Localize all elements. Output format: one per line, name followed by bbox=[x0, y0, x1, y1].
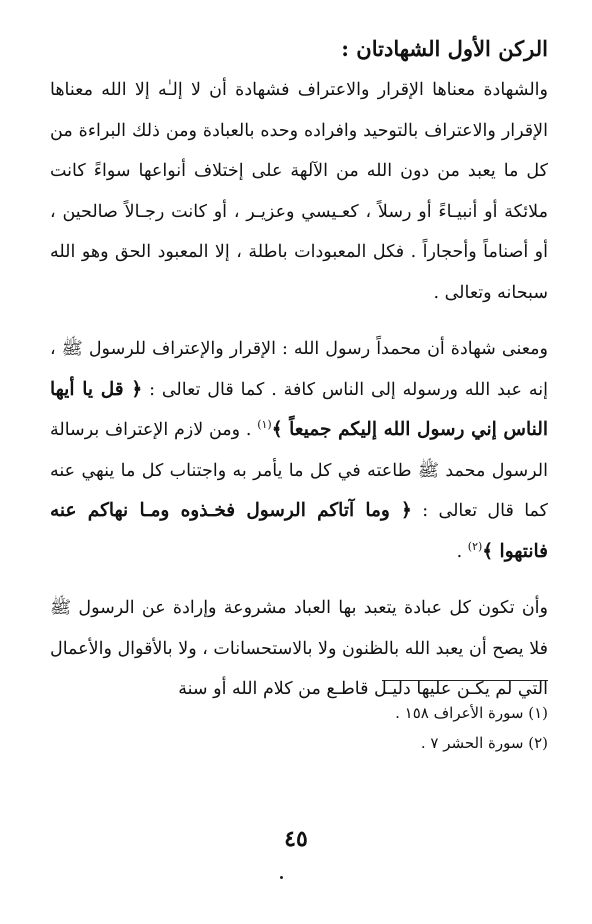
paragraph-text: ومعنى شهادة أن محمداً رسول الله : الإقرار والإعتراف للرسول ﷺ ، إنه عبد الله ورسوله إلى الناس كافة . كما قال تعالى : bbox=[50, 339, 548, 400]
paragraph-spacer bbox=[50, 313, 548, 329]
paragraph-worship-legitimacy: وأن تكون كل عبادة يتعبد بها العباد مشروعة وإرادة عن الرسول ﷺ فلا يصح أن يعبد الله بالظنون ولا بالاستحسانات ، ولا بالأقوال والأعمال التي لم يكـن عليها دليـل قاطـع من كلام الله أو سنة bbox=[50, 598, 548, 699]
paragraph-shahada-meaning: والشهادة معناها الإقرار والاعتراف فشهادة أن لا إلـٰه إلا الله معناها الإقرار والاعتراف بالتوحيد وافراده وحده بالعبادة ومن ذلك البراءة من كل ما يعبد من دون الله من الآلهة على إختلاف أنواعها سواءً كانت ملائكة أو أنبيـاءً أو رسلاً ، كعـيسي وعزيـر ، أو كانت رجـالاً صالحين ، أو أصناماً وأحجاراً . فكل المعبودات باطلة ، إلا المعبود الحق وهو الله سبحانه وتعالى . bbox=[50, 80, 548, 303]
footnote-item: (١) سورة الأعراف ١٥٨ . bbox=[395, 704, 548, 722]
page-number: ٤٥ bbox=[284, 826, 308, 852]
quran-quote: ﴿ وما آتاكم الرسول فخـذوه ومـا نهاكم عنه فانتهوا ﴾ bbox=[50, 500, 548, 562]
footnote-ref: (٢) bbox=[467, 539, 483, 553]
paragraph-text: . ومن لازم الإعتراف برسالة الرسول محمد ﷺ طاعته في كل ما يأمر به واجتناب كل ما ينهي عنه كما قال تعالى : bbox=[50, 420, 548, 521]
section-heading: الركن الأول الشهادتان : bbox=[341, 36, 548, 61]
paragraph-muhammad-rasool bbox=[50, 329, 548, 572]
footnotes bbox=[248, 698, 548, 758]
quran-quote: ﴿ قل يا أيها الناس إني رسول الله إليكم جميعاً ﴾ bbox=[50, 378, 548, 440]
paragraph-spacer bbox=[50, 572, 548, 588]
page-body bbox=[50, 32, 548, 710]
footnote-ref: (١) bbox=[257, 418, 272, 432]
page-mark-dot bbox=[280, 876, 283, 879]
footnote-divider bbox=[382, 680, 548, 681]
paragraph-text: . bbox=[456, 541, 463, 562]
footnote-item: (٢) سورة الحشر ٧ . bbox=[420, 734, 548, 752]
